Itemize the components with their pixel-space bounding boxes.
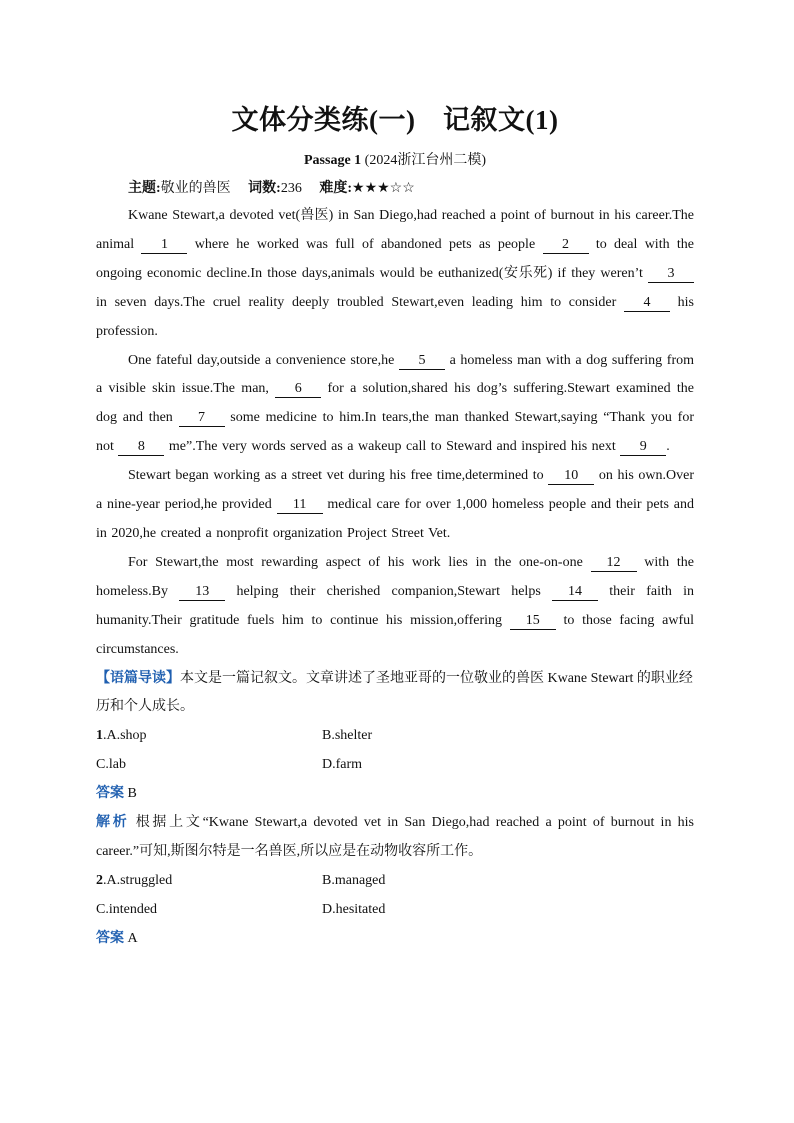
paragraph-text: to those facing awful circumstances. (96, 612, 694, 657)
cloze-blank: 5 (399, 353, 445, 370)
paragraph-text: Kwane Stewart,a devoted vet(兽医) in San Diego,had reached a point of burnout in his career.The animal (96, 208, 694, 252)
paragraph-text: me”.The very words served as a wakeup call to Steward and inspired his next (164, 439, 621, 455)
answer-value: A (127, 930, 138, 946)
paragraph-text: . (666, 439, 670, 455)
paragraph-text: where he worked was full of abandoned pets as people (187, 236, 543, 252)
guide-tag: 【语篇导读】 (96, 670, 180, 686)
cloze-blank: 6 (275, 381, 321, 398)
topic-value: 敬业的兽医 (160, 181, 231, 196)
cloze-blank: 1 (141, 237, 187, 254)
paragraph-text: to deal with the ongoing economic decline.In those days,animals would be euthanized(安乐死) if they weren’t (96, 236, 695, 281)
passage-paragraph (96, 549, 694, 665)
paragraph-text: some medicine to him.In tears,the man thanked Stewart,saying “Thank you for not (96, 410, 694, 455)
page-title: 文体分类练(一) 记叙文(1) (231, 105, 559, 135)
explanation-text: 根据上文“Kwane Stewart,a devoted vet in San Diego,had reached a point of burnout in his career.”可知,斯图尔特是一名兽医,所以应是在动物收容所工作。 (96, 815, 695, 859)
passage-paragraph (96, 347, 694, 463)
answer-line (96, 925, 694, 954)
question-number: 1 (96, 728, 103, 744)
paragraph-text: for a solution,shared his dog’s suffering.Stewart examined the dog and then (96, 381, 694, 426)
paragraph-text: his profession. (96, 294, 695, 339)
difficulty-stars: ★★★☆☆ (352, 181, 415, 196)
cloze-blank: 3 (648, 266, 694, 283)
option-c: C.intended (96, 901, 158, 917)
question-1 (96, 722, 694, 867)
passage-paragraph (96, 202, 694, 347)
reading-guide (96, 665, 694, 723)
paragraph-text: on his own.Over a nine-year period,he provided (96, 468, 695, 513)
document-page (96, 100, 694, 954)
cloze-blank: 11 (277, 497, 323, 514)
paragraph-text: in seven days.The cruel reality deeply troubled Stewart,even leading him to consider (96, 294, 624, 310)
answer-label: 答案 (96, 786, 124, 802)
passage-paragraph (96, 462, 694, 549)
explanation (96, 809, 694, 867)
paragraph-text: Stewart began working as a street vet during his free time,determined to (128, 468, 549, 484)
topic-label: 主题: (128, 181, 161, 196)
option-a: .A.shop (103, 728, 147, 744)
paragraph-text: medical care for over 1,000 homeless people and their pets and in 2020,he created a nonprofit organization Project Street Vet. (96, 497, 694, 541)
passage-label: Passage 1 (304, 153, 362, 168)
difficulty-label: 难度: (319, 181, 353, 196)
paragraph-text: One fateful day,outside a convenience store,he (128, 352, 399, 368)
option-b: B.managed (322, 872, 386, 888)
option-b: B.shelter (322, 728, 373, 744)
cloze-blank: 12 (591, 555, 637, 572)
cloze-blank: 10 (548, 468, 594, 485)
question-2 (96, 867, 694, 954)
paragraph-text: their faith in humanity.Their gratitude fuels him to continue his mission,offering (96, 583, 694, 628)
passage-body (96, 202, 694, 665)
paragraph-text: with the homeless.By (96, 554, 694, 599)
passage-meta (128, 178, 694, 200)
option-c: C.lab (96, 757, 126, 773)
cloze-blank: 15 (510, 613, 556, 630)
paragraph-text: For Stewart,the most rewarding aspect of his work lies in the one-on-one (128, 554, 591, 570)
paragraph-text: a homeless man with a dog suffering from a visible skin issue.The man, (96, 352, 695, 397)
cloze-blank: 9 (620, 439, 666, 456)
words-value: 236 (280, 181, 302, 196)
cloze-blank: 14 (552, 584, 598, 601)
explanation-label: 解析 (96, 815, 130, 831)
passage-heading (96, 150, 694, 172)
cloze-blank: 8 (118, 439, 164, 456)
cloze-blank: 4 (624, 295, 670, 312)
cloze-blank: 7 (179, 410, 225, 427)
passage-source: (2024浙江台州二模) (364, 153, 486, 168)
paragraph-text: helping their cherished companion,Stewart helps (225, 583, 553, 599)
cloze-blank: 13 (179, 584, 225, 601)
option-d: D.farm (322, 757, 363, 773)
answer-value: B (127, 786, 137, 802)
answer-line (96, 780, 694, 809)
cloze-blank: 2 (543, 237, 589, 254)
words-label: 词数: (248, 181, 281, 196)
answer-label: 答案 (96, 930, 124, 946)
guide-text: 本文是一篇记叙文。文章讲述了圣地亚哥的一位敬业的兽医 Kwane Stewart 的职业经历和个人成长。 (96, 670, 693, 715)
option-d: D.hesitated (322, 901, 386, 917)
option-a: .A.struggled (103, 872, 173, 888)
question-number: 2 (96, 872, 103, 888)
